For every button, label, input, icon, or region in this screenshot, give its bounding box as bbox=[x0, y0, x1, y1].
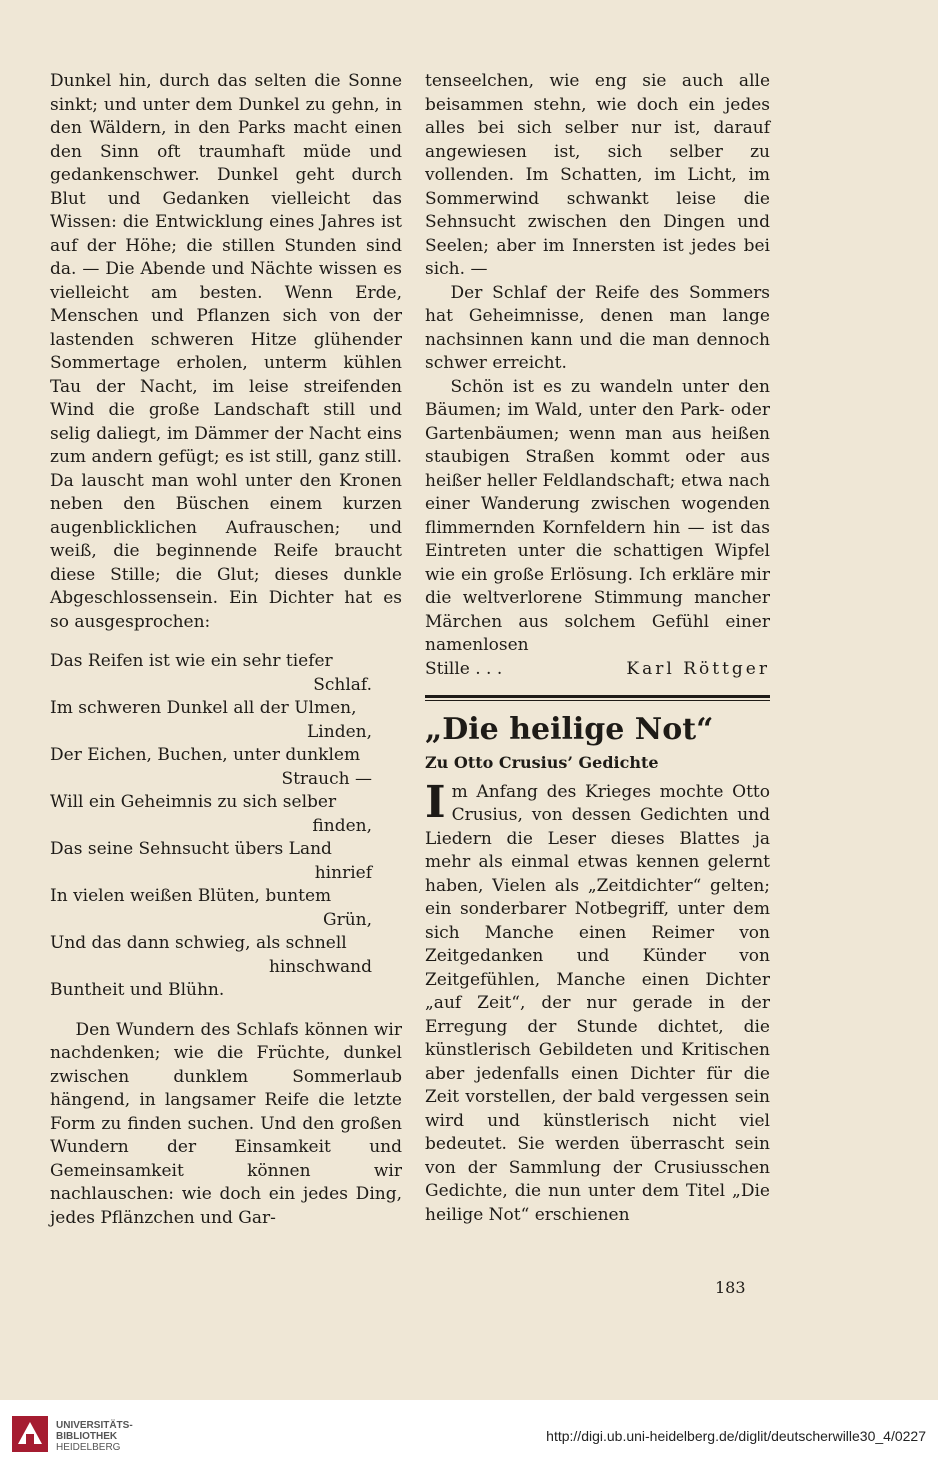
drop-cap: I bbox=[425, 776, 446, 828]
poem-line: Und das dann schwieg, als schnell hinschwand bbox=[50, 933, 372, 977]
footer-bar bbox=[0, 1400, 938, 1474]
poem-line: Das seine Sehnsucht übers Land hinrief bbox=[50, 839, 372, 883]
right-paragraph-1: tenseelchen, wie eng sie auch alle beisammen stehn, wie doch ein jedes alles bei sich selber nur ist, darauf angewiesen ist, sich selber zu vollenden. Im Schatten, im Licht, im Sommerwind schwankt leise die Sehnsucht zwischen den Dingen und Seelen; aber im Innersten ist jedes bei sich. — bbox=[425, 71, 770, 279]
right-paragraph-2: Der Schlaf der Reife des Sommers hat Geheimnisse, denen man lange nachsinnen kann und die man dennoch schwer erreicht. bbox=[425, 282, 770, 373]
left-paragraph-2: Den Wundern des Schlafs können wir nachdenken; wie die Früchte, dunkel zwischen dunklem Sommerlaub hängend, in langsamer Reife die letzte Form zu finden suchen. Und den großen Wundern der Einsamkeit und Gemeinsamkeit können wir nachlauschen: wie doch ein jedes Ding, jedes Pflänzchen und Gar- bbox=[50, 1019, 402, 1228]
poem-line: Will ein Geheimnis zu sich selber finden, bbox=[50, 792, 372, 836]
poem bbox=[50, 650, 402, 1003]
poem-line: Im schweren Dunkel all der Ulmen, Linden, bbox=[50, 698, 372, 742]
left-column bbox=[50, 70, 402, 1230]
right-column bbox=[425, 70, 770, 1227]
author-name: Karl Röttger bbox=[626, 658, 770, 679]
signoff-line bbox=[425, 658, 770, 682]
poem-line: In vielen weißen Blüten, buntem Grün, bbox=[50, 886, 372, 930]
poem-line: Buntheit und Blühn. bbox=[50, 980, 225, 1000]
poem-line: Der Eichen, Buchen, unter dunklem Strauch — bbox=[50, 745, 372, 789]
article-title: „Die heilige Not“ bbox=[425, 712, 714, 747]
page-number: 183 bbox=[715, 1278, 746, 1297]
section-rule-thick bbox=[425, 695, 770, 698]
right-paragraph-4: Im Anfang des Krieges mochte Otto Crusius, von dessen Gedichten und Liedern die Leser dieses Blattes ja mehr als einmal etwas kennen gelernt haben, Vielen als „Zeitdichter“ gelten; ein sonderbarer Notbegriff, unter dem sich Manche einen Reimer von Zeitgedanken und Künder von Zeitgefühlen, Manche einen Dichter „auf Zeit“, der nur gerade in der Erregung der Stunde dichtet, die künstlerisch Gebildeten und Kritischen aber jedenfalls einen Dichter für die Zeit vorstellen, der bald vergessen sein wird und künstlerisch nicht viel bedeutet. Sie werden überrascht sein von der Sammlung der Crusiusschen Gedichte, die nun unter dem Titel „Die heilige Not“ erschienen bbox=[425, 776, 770, 1225]
library-name: UNIVERSITÄTS- BIBLIOTHEK HEIDELBERG bbox=[56, 1420, 133, 1453]
poem-line: Das Reifen ist wie ein sehr tiefer Schlaf. bbox=[50, 651, 372, 695]
article-subtitle: Zu Otto Crusius’ Gedichte bbox=[425, 753, 659, 772]
source-url-link[interactable]: http://digi.ub.uni-heidelberg.de/diglit/deutscherwille30_4/0227 bbox=[546, 1428, 926, 1444]
library-logo-icon bbox=[10, 1414, 50, 1454]
section-rule-thin bbox=[425, 700, 770, 701]
right-paragraph-3: Schön ist es zu wandeln unter den Bäumen; im Wald, unter den Park- oder Gartenbäumen; wenn man aus heißen staubigen Straßen kommt oder aus heißer heller Feldlandschaft; etwa nach einer Wanderung zwischen wogenden flimmernden Kornfeldern hin — ist das Eintreten unter die schattigen Wipfel wie ein große Erlösung. Ich erkläre mir die weltverlorene Stimmung mancher Märchen aus solchem Gefühl einer namenlosen bbox=[425, 376, 770, 655]
stille-text: Stille . . . bbox=[425, 658, 503, 679]
left-paragraph-1: Dunkel hin, durch das selten die Sonne sinkt; und unter dem Dunkel zu gehn, in den Wäldern, in den Parks macht einen den Sinn oft traumhaft müde und gedankenschwer. Dunkel geht durch Blut und Gedanken vielleicht das Wissen: die Entwicklung eines Jahres ist auf der Höhe; die stillen Stunden sind da. — Die Abende und Nächte wissen es vielleicht am besten. Wenn Erde, Menschen und Pflanzen sich von der lastenden schweren Hitze glühender Sommertage erholen, unterm kühlen Tau der Nacht, im leise streifenden Wind die große Landschaft still und selig daliegt, im Dämmer der Nacht eins zum andern gefügt; es ist still, ganz still. Da lauscht man wohl unter den Kronen neben den Büschen einem kurzen augenblicklichen Aufrauschen; und weiß, die beginnende Reife braucht diese Stille; die Glut; dieses dunkle Abgeschlossensein. Ein Dichter hat es so ausgesprochen: bbox=[50, 71, 402, 632]
